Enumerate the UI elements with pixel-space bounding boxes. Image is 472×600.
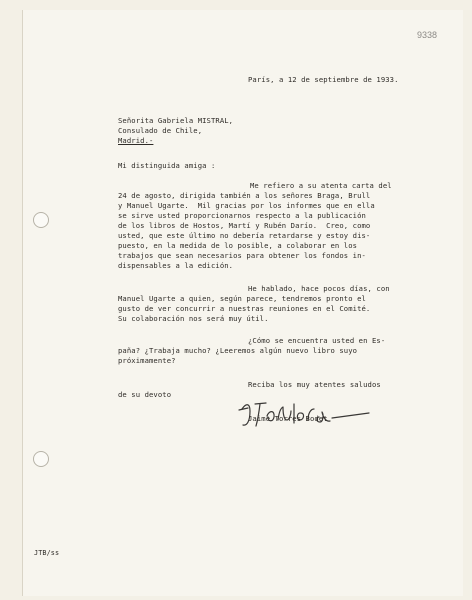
punch-hole (33, 212, 49, 228)
text-line: Su colaboración nos será muy útil. (118, 314, 269, 323)
recipient-line: Señorita Gabriela MISTRAL, (118, 116, 234, 125)
text-line: puesto, en la medida de lo posible, a colaborar en los (118, 241, 358, 250)
text-line: trabajos que sean necesarios para obtener los fondos in- (118, 251, 366, 260)
text-line: paña? ¿Trabaja mucho? ¿Leeremos algún nuevo libro suyo (118, 346, 358, 355)
punch-hole (33, 451, 49, 467)
signatory-name: Jaime Torres Bodet (248, 414, 328, 423)
closing-line: de su devoto (118, 390, 172, 399)
closing-line: Reciba los muy atentes saludos (248, 380, 381, 389)
text-line: se sirve usted proporcionarnos respecto a la publicación (118, 211, 366, 220)
text-line: Me refiero a su atenta carta del (250, 181, 392, 190)
text-line: próximamente? (118, 356, 176, 365)
recipient-line: Madrid.- (118, 136, 154, 145)
recipient-line: Consulado de Chile, (118, 126, 203, 135)
text-line: dispensables a la edición. (118, 261, 234, 270)
text-line: ¿Cómo se encuentra usted en Es- (248, 336, 386, 345)
salutation: Mi distinguida amiga : (118, 161, 216, 170)
date-line: París, a 12 de septiembre de 1933. (248, 75, 399, 84)
text-line: He hablado, hace pocos días, con (248, 284, 390, 293)
text-line: y Manuel Ugarte. Mil gracias por los informes que en ella (118, 201, 375, 210)
text-line: usted, que este último no debería retardarse y estoy dis- (118, 231, 371, 240)
text-line: Manuel Ugarte a quien, según parece, tendremos pronto el (118, 294, 366, 303)
typist-initials: JTB/ss (34, 549, 60, 557)
text-line: gusto de ver concurrir a nuestras reuniones en el Comité. (118, 304, 371, 313)
text-line: 24 de agosto, dirigida también a los señores Braga, Brull (118, 191, 371, 200)
text-line: de los libros de Hostos, Martí y Rubén Darío. Creo, como (118, 221, 371, 230)
archive-number: 9338 (417, 30, 438, 40)
